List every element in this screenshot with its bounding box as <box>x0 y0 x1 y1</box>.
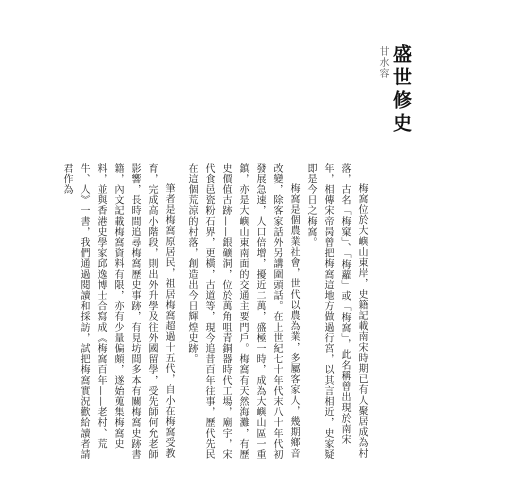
article-author: 甘水容 <box>377 46 388 79</box>
paragraph-2: 梅窩是個農業社會，世代以農為業，多屬客家人，幾期鄉音改變，除客家話外另講圍頭話。在上世紀七十年代末八十年代初發展急速，人口倍增，擾近二萬，盛極一時，成為大嶼山區一重鎮，亦是大嶼山東南面的交通主要門戶。梅窩有天然海灘，有歷史價值古跡——銀礦洞，位於萬角咀青銅器時代工場，廟宇，宋代食邑瓷粉石界，更橫，古道等，現今追昔百年往事，歷代先民在這個荒涼的村落，創造出今日輝煌史跡。 <box>186 163 299 460</box>
paragraph-3: 筆者是梅窩原居民，祖居梅窩超過十五代，自小在梅窩受教育，完成高小階段，則出外升學及往外國留學，受先師何允老師影響，長時間追尋梅窩歷史事跡，有見坊間多本有關梅窩史跡書籍，內文記載梅窩資料有限，亦有少量偏頗，遂始蒐集梅窩史料，並與香港史學家邱逸博士合寫成《梅窩百年——老村、荒牛、人》一書，我們通過閱讀和採訪，試把梅窩實況歡給讀者請君作為 <box>61 163 174 460</box>
article-title: 盛世修史 <box>390 44 412 136</box>
article-body <box>61 163 370 463</box>
paragraph-1: 梅窩位於大嶼山東岸，史籍記載南宋時期已有人聚居成為村落，古名「梅窠」、「梅蘿」或「梅窩」，此名稱曾出現於南宋年，相傳宋帝昺曾把梅窩這地方做過行宮，以其言相近，史家疑即是今日之梅窩。 <box>305 163 367 460</box>
title-block <box>376 44 412 136</box>
